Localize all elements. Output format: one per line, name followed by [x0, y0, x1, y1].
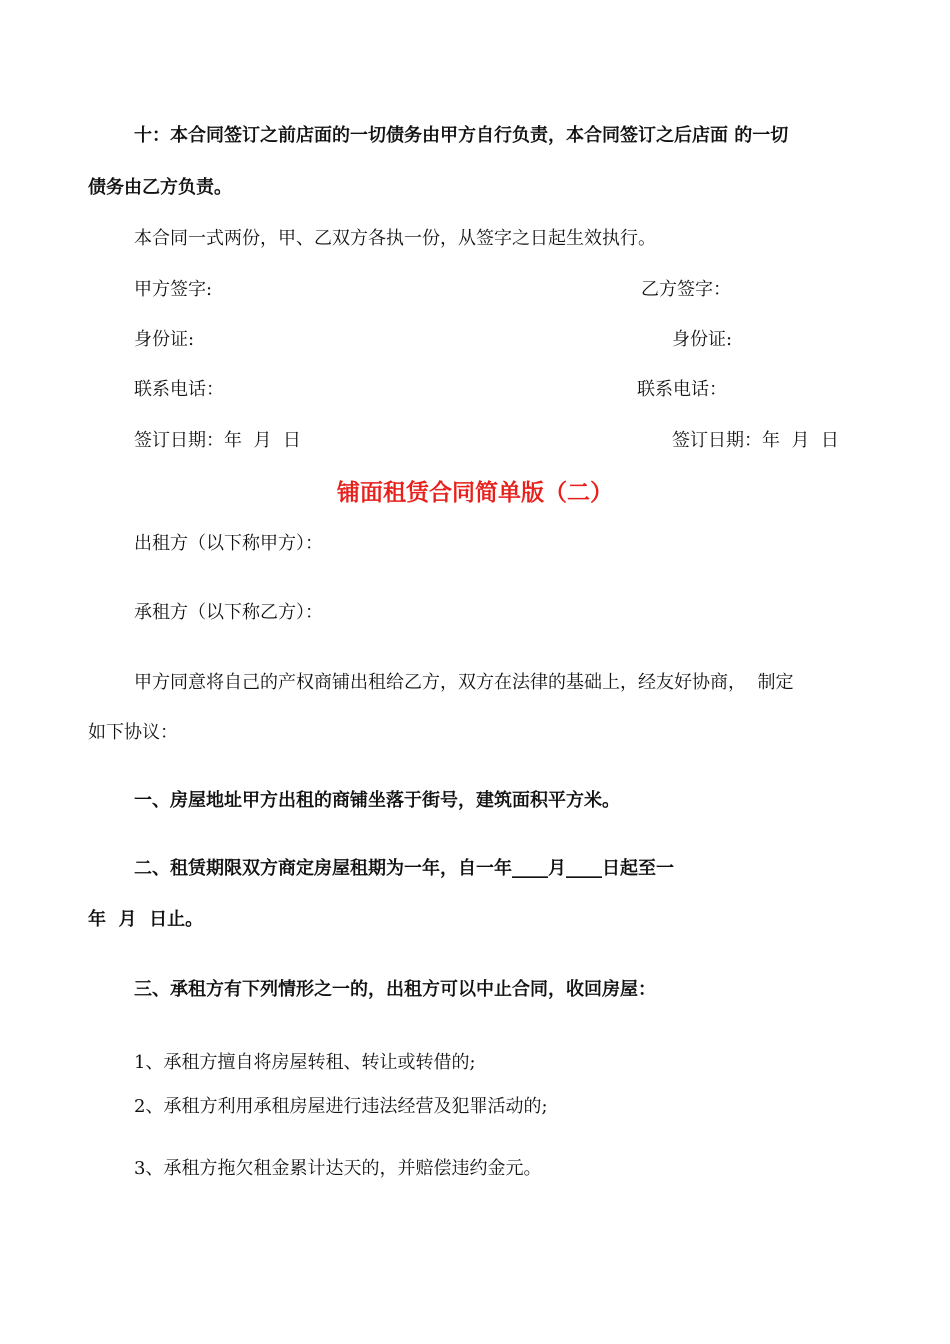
clause-two-line2: 年 月 日止。 [88, 909, 204, 930]
copies-note: 本合同一式两份，甲、乙双方各执一份，从签字之日起生效执行。 [134, 228, 656, 249]
clause-one: 一、房屋地址甲方出租的商铺坐落于街号，建筑面积平方米。 [134, 790, 620, 811]
clause-three-heading: 三、承租方有下列情形之一的，出租方可以中止合同，收回房屋： [134, 979, 656, 1000]
agreement-intro-line2: 如下协议： [88, 722, 178, 743]
list-item: 3、承租方拖欠租金累计达天的，并赔偿违约金元。 [134, 1158, 542, 1179]
lessor-label: 出租方（以下称甲方）： [134, 533, 323, 554]
list-item: 1、承租方擅自将房屋转租、转让或转借的; [134, 1052, 476, 1073]
party-a-id-label: 身份证: [134, 329, 195, 350]
party-b-id-label: 身份证: [672, 329, 733, 350]
party-b-signature-label: 乙方签字： [641, 279, 731, 300]
party-a-phone-label: 联系电话： [134, 379, 224, 400]
clause-ten-line2: 债务由乙方负责。 [88, 177, 232, 198]
list-item: 2、承租方利用承租房屋进行违法经营及犯罪活动的; [134, 1096, 548, 1117]
contract-title: 铺面租赁合同简单版（二） [337, 480, 613, 506]
party-b-date-label: 签订日期：年 月 日 [672, 430, 839, 451]
lessee-label: 承租方（以下称乙方）： [134, 602, 323, 623]
party-a-signature-label: 甲方签字: [134, 279, 213, 300]
agreement-intro-line1: 甲方同意将自己的产权商铺出租给乙方，双方在法律的基础上，经友好协商， 制定 [134, 672, 794, 693]
party-a-date-label: 签订日期：年 月 日 [134, 430, 301, 451]
clause-ten-line1: 十：本合同签订之前店面的一切债务由甲方自行负责，本合同签订之后店面 的一切 [134, 125, 789, 146]
clause-two-line1: 二、租赁期限双方商定房屋租期为一年，自一年____月____日起至一 [134, 858, 674, 879]
party-b-phone-label: 联系电话： [637, 379, 727, 400]
